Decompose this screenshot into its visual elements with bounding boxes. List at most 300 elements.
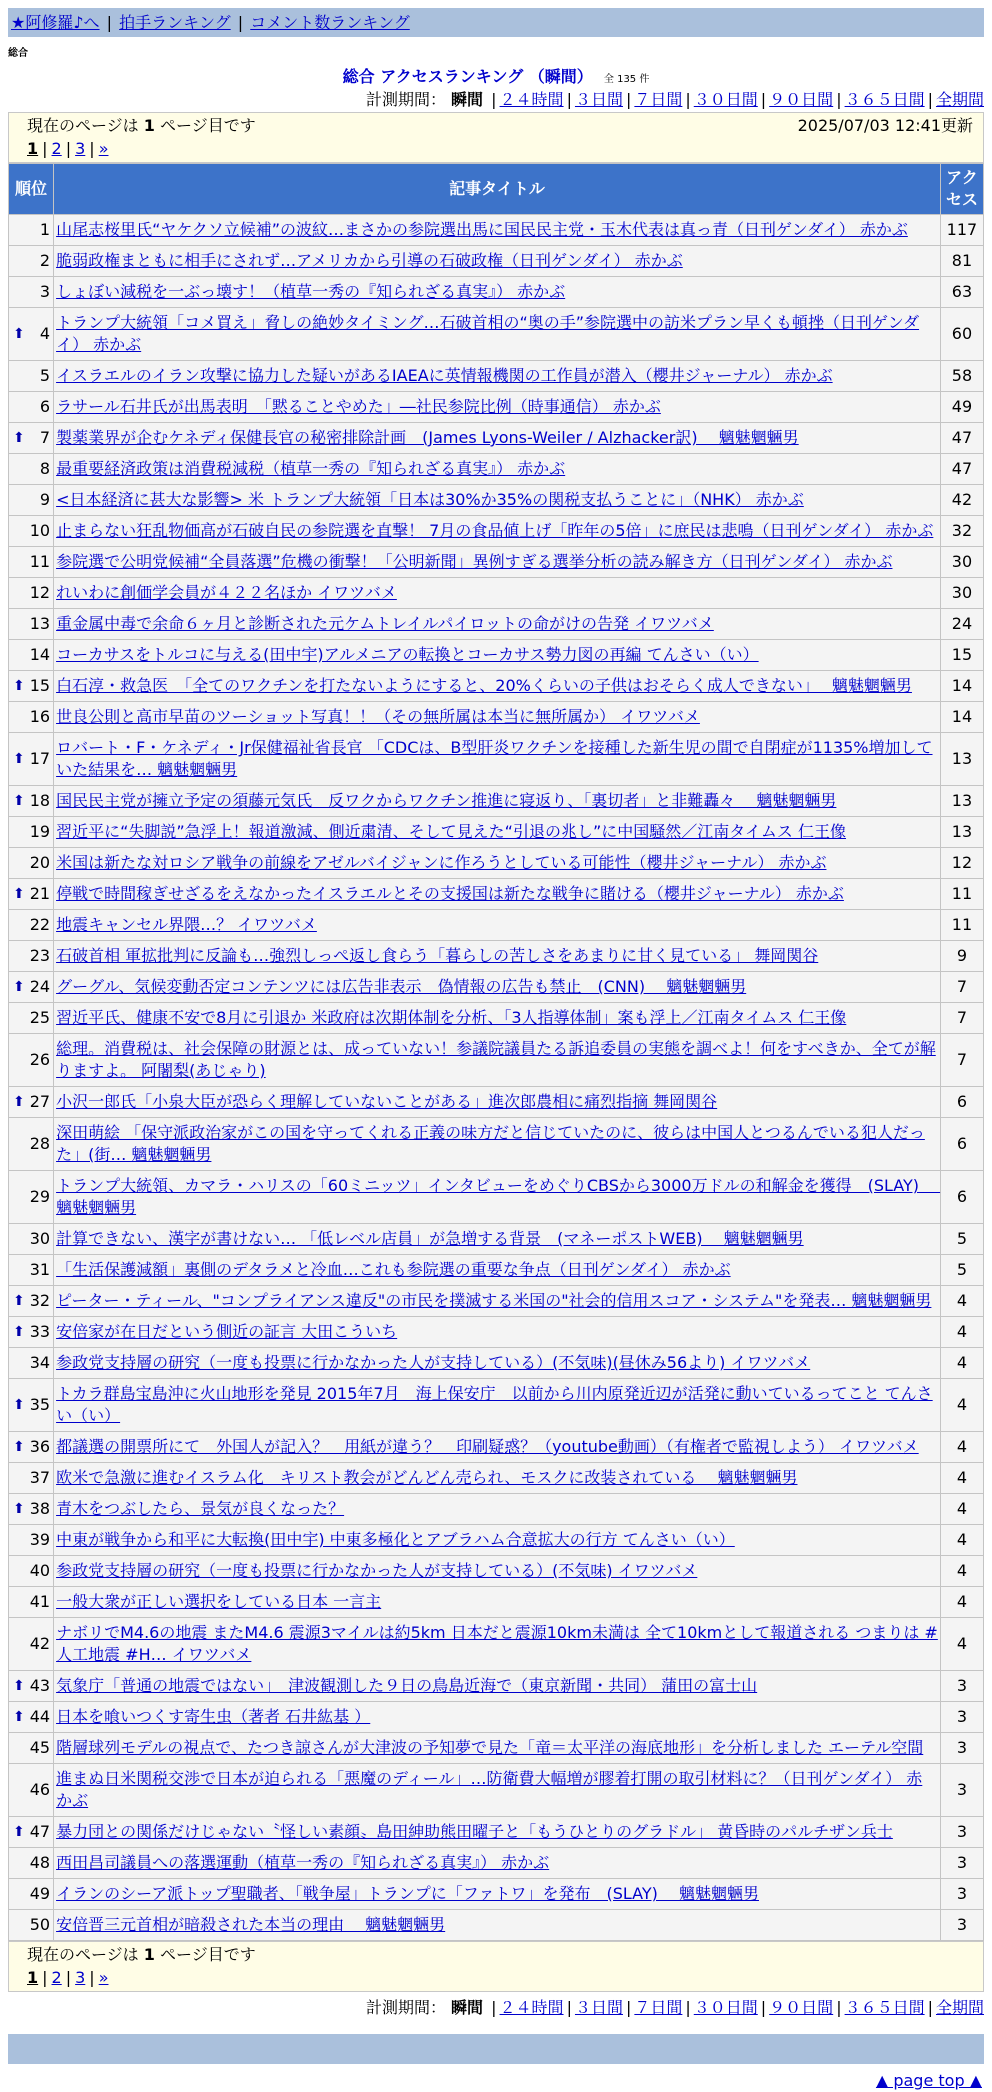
pager-top <box>8 112 984 163</box>
updated-timestamp: 2025/07/03 12:41更新 <box>797 116 973 135</box>
rank-number: 38 <box>29 1499 51 1518</box>
period-option-link[interactable]: ３日間 <box>574 90 623 109</box>
title-cell <box>54 848 940 878</box>
rank-number: 45 <box>29 1738 51 1757</box>
table-row <box>9 1671 983 1701</box>
access-count: 14 <box>941 702 983 732</box>
title-cell <box>54 423 940 453</box>
rank-number: 12 <box>29 583 51 602</box>
access-count: 4 <box>941 1286 983 1316</box>
rank-cell <box>9 817 53 847</box>
rank-cell <box>9 1463 53 1493</box>
table-row <box>9 817 983 847</box>
table-row <box>9 1224 983 1254</box>
access-count: 47 <box>941 423 983 453</box>
rank-number: 19 <box>29 822 51 841</box>
title-cell <box>54 308 940 360</box>
title-cell <box>54 454 940 484</box>
period-option-link[interactable]: ７日間 <box>634 90 683 109</box>
rank-number: 44 <box>29 1707 51 1726</box>
table-row <box>9 1034 983 1086</box>
access-count: 30 <box>941 578 983 608</box>
rank-cell <box>9 1618 53 1670</box>
rank-number: 36 <box>29 1437 51 1456</box>
article-link[interactable]: グーグル、気候変動否定コンテンツには広告非表示 偽情報の広告も禁止 (CNN) 魑魅魍魎男 <box>56 977 747 996</box>
article-link[interactable]: ロバート・F・ケネディ・Jr保健福祉省長官 「CDCは、B型肝炎ワクチンを接種した新生児の間で自閉症が1135%増加していた結果を… 魑魅魍魎男 <box>56 738 933 779</box>
rank-cell <box>9 1910 53 1940</box>
arrow-up-icon: ⬆ <box>13 1439 25 1455</box>
rank-number: 5 <box>39 366 51 385</box>
rank-number: 48 <box>29 1853 51 1872</box>
article-link[interactable]: 深田萌絵 「保守派政治家がこの国を守ってくれる正義の味方だと信じていたのに、彼らは中国人とつるんでいる犯人だった」(街… 魑魅魍魎男 <box>56 1123 925 1164</box>
access-count: 4 <box>941 1432 983 1462</box>
footer-bar <box>8 2034 984 2064</box>
rank-number: 11 <box>29 552 51 571</box>
rank-number: 42 <box>29 1634 51 1653</box>
article-link[interactable]: 小沢一郎氏「小泉大臣が恐らく理解していないことがある」進次郎農相に痛烈指摘 舞岡関谷 <box>56 1092 718 1111</box>
rank-number: 41 <box>29 1592 51 1611</box>
page-link-2[interactable]: 2 <box>51 1968 62 1987</box>
article-link[interactable]: ピーター・ティール、"コンプライアンス違反"の市民を撲滅する米国の"社会的信用スコア・システム"を発表… 魑魅魍魎男 <box>56 1291 932 1310</box>
article-link[interactable]: れいわに創価学会員が４２２名ほか イワツバメ <box>56 583 397 602</box>
access-count: 4 <box>941 1348 983 1378</box>
period-option-link[interactable]: ３６５日間 <box>844 90 925 109</box>
table-row <box>9 1556 983 1586</box>
article-link[interactable]: 習近平に“失脚説”急浮上！報道激減、側近粛清、そして見えた“引退の兆し”に中国騒然／江南タイムス 仁王像 <box>56 822 847 841</box>
period-option-link[interactable]: ２４時間 <box>499 90 564 109</box>
rank-number: 6 <box>39 397 51 416</box>
title-cell <box>54 215 940 245</box>
rank-number: 26 <box>29 1050 51 1069</box>
article-link[interactable]: 暴力団との関係だけじゃない〝怪しい素顔〟島田紳助熊田曜子と「もうひとりのグラドル」 黄昏時のパルチザン兵士 <box>56 1822 893 1841</box>
rank-cell <box>9 972 53 1002</box>
access-count: 3 <box>941 1848 983 1878</box>
rank-cell <box>9 423 53 453</box>
access-count: 42 <box>941 485 983 515</box>
table-row <box>9 733 983 785</box>
title-cell <box>54 578 940 608</box>
title-cell <box>54 733 940 785</box>
table-row <box>9 1525 983 1555</box>
rank-cell <box>9 547 53 577</box>
rank-number: 35 <box>29 1395 51 1414</box>
title-cell <box>54 1224 940 1254</box>
access-count: 5 <box>941 1255 983 1285</box>
title-cell <box>54 786 940 816</box>
period-option-link[interactable]: ３０日間 <box>693 90 758 109</box>
table-row <box>9 1286 983 1316</box>
access-count: 4 <box>941 1525 983 1555</box>
rank-number: 9 <box>39 490 51 509</box>
article-link[interactable]: ラサール石井氏が出馬表明 「黙ることやめた」―社民参院比例（時事通信） 赤かぶ <box>56 397 661 416</box>
title-cell <box>54 1733 940 1763</box>
rank-cell <box>9 786 53 816</box>
ranking-table <box>8 163 984 1941</box>
table-row <box>9 1764 983 1816</box>
total-count: 全 135 件 <box>603 74 650 85</box>
comment-ranking-link[interactable]: コメント数ランキング <box>250 13 410 32</box>
col-title-header: 記事タイトル <box>54 164 940 214</box>
page-title: 総合 アクセスランキング （瞬間） <box>342 67 593 86</box>
period-option-link[interactable]: ３０日間 <box>693 1998 758 2017</box>
rank-cell <box>9 879 53 909</box>
article-link[interactable]: 重金属中毒で余命６ヶ月と診断された元ケムトレイルパイロットの命がけの告発 イワツバメ <box>56 614 714 633</box>
article-link[interactable]: 安倍家が在日だという側近の証言 大田こういち <box>56 1322 398 1341</box>
access-count: 63 <box>941 277 983 307</box>
table-row <box>9 1848 983 1878</box>
period-option-link[interactable]: ７日間 <box>634 1998 683 2017</box>
access-count: 3 <box>941 1671 983 1701</box>
rank-cell <box>9 1432 53 1462</box>
article-link[interactable]: 世良公則と高市早苗のツーショット写真！！（その無所属は本当に無所属か） イワツバメ <box>56 707 700 726</box>
article-link[interactable]: 習近平氏、健康不安で8月に引退か 米政府は次期体制を分析、「3人指導体制」案も浮上／江南タイムス 仁王像 <box>56 1008 847 1027</box>
article-link[interactable]: <日本経済に甚大な影響> 米 トランプ大統領「日本は30%か35%の関税支払うことに」（NHK） 赤かぶ <box>56 490 804 509</box>
rank-number: 13 <box>29 614 51 633</box>
table-row <box>9 454 983 484</box>
access-count: 6 <box>941 1087 983 1117</box>
rank-number: 18 <box>29 791 51 810</box>
access-count: 24 <box>941 609 983 639</box>
article-link[interactable]: しょぼい減税を一ぶっ壊す！（植草一秀の『知られざる真実』） 赤かぶ <box>56 282 566 301</box>
article-link[interactable]: 参政党支持層の研究（一度も投票に行かなかった人が支持している）(不気味)(昼休み56より) イワツバメ <box>56 1353 811 1372</box>
rank-cell <box>9 215 53 245</box>
table-row <box>9 308 983 360</box>
period-option-link[interactable]: ９０日間 <box>769 90 834 109</box>
access-count: 11 <box>941 910 983 940</box>
table-row <box>9 1432 983 1462</box>
article-link[interactable]: 国民民主党が擁立予定の須藤元気氏 反ワクからワクチン推進に寝返り、「裏切者」と非難轟々 魑魅魍魎男 <box>56 791 837 810</box>
rank-cell <box>9 1556 53 1586</box>
rank-cell <box>9 516 53 546</box>
rank-number: 25 <box>29 1008 51 1027</box>
table-row <box>9 423 983 453</box>
rank-cell <box>9 1764 53 1816</box>
article-link[interactable]: トカラ群島宝島沖に火山地形を発見 2015年7月 海上保安庁 以前から川内原発近辺が活発に動いているってこと てんさい（い） <box>56 1384 933 1425</box>
title-cell <box>54 1879 940 1909</box>
article-link[interactable]: 計算できない、漢字が書けない… 「低レベル店員」が急増する背景 (マネーポストWEB) 魑魅魍魎男 <box>56 1229 804 1248</box>
table-row <box>9 277 983 307</box>
article-link[interactable]: 西田昌司議員への落選運動（植草一秀の『知られざる真実』） 赤かぶ <box>56 1853 550 1872</box>
period-option-link[interactable]: ３６５日間 <box>844 1998 925 2017</box>
rank-cell <box>9 1003 53 1033</box>
rank-number: 43 <box>29 1676 51 1695</box>
access-count: 3 <box>941 1817 983 1847</box>
table-row <box>9 1118 983 1170</box>
article-link[interactable]: 止まらない狂乱物価高が石破自民の参院選を直撃！ 7月の食品値上げ「昨年の5倍」に庶民は悲鳴（日刊ゲンダイ） 赤かぶ <box>56 521 934 540</box>
rank-number: 21 <box>29 884 51 903</box>
rank-cell <box>9 1733 53 1763</box>
title-cell <box>54 1286 940 1316</box>
access-count: 3 <box>941 1764 983 1816</box>
rank-cell <box>9 910 53 940</box>
title-cell <box>54 1587 940 1617</box>
article-link[interactable]: 地震キャンセル界隈…？ イワツバメ <box>56 915 317 934</box>
title-cell <box>54 1255 940 1285</box>
access-count: 47 <box>941 454 983 484</box>
arrow-up-icon: ⬆ <box>13 1397 25 1413</box>
article-link[interactable]: 気象庁「普通の地震ではない」 津波観測した９日の鳥島近海で（東京新聞・共同） 蒲田の富士山 <box>56 1676 758 1695</box>
rank-cell <box>9 1034 53 1086</box>
rank-number: 49 <box>29 1884 51 1903</box>
arrow-up-icon: ⬆ <box>13 1678 25 1694</box>
article-link[interactable]: 「生活保護減額」裏側のデタラメと冷血…これも参院選の重要な争点（日刊ゲンダイ） 赤かぶ <box>56 1260 731 1279</box>
table-row <box>9 879 983 909</box>
rank-cell <box>9 1587 53 1617</box>
title-cell <box>54 392 940 422</box>
title-cell <box>54 1087 940 1117</box>
article-link[interactable]: 日本を喰いつくす寄生虫（著者 石井紘基 ） <box>56 1707 371 1726</box>
arrow-up-icon: ⬆ <box>13 1824 25 1840</box>
rank-cell <box>9 640 53 670</box>
article-link[interactable]: 参院選で公明党候補“全員落選”危機の衝撃！「公明新聞」異例すぎる選挙分析の読み解き方（日刊ゲンダイ） 赤かぶ <box>56 552 893 571</box>
table-row <box>9 1379 983 1431</box>
category-label: 総合 <box>8 48 28 59</box>
article-link[interactable]: イスラエルのイラン攻撃に協力した疑いがあるIAEAに英情報機関の工作員が潜入（櫻井ジャーナル） 赤かぶ <box>56 366 833 385</box>
article-link[interactable]: トランプ大統領、カマラ・ハリスの「60ミニッツ」インタビューをめぐりCBSから3000万ドルの和解金を獲得 (SLAY) 魑魅魍魎男 <box>56 1176 941 1217</box>
period-option-link[interactable]: 全期間 <box>935 1998 984 2017</box>
arrow-up-icon: ⬆ <box>13 430 25 446</box>
table-row <box>9 609 983 639</box>
table-row <box>9 578 983 608</box>
rank-number: 30 <box>29 1229 51 1248</box>
title-cell <box>54 609 940 639</box>
rank-number: 34 <box>29 1353 51 1372</box>
title-cell <box>54 1556 940 1586</box>
period-option-link[interactable]: 全期間 <box>935 90 984 109</box>
title-cell <box>54 547 940 577</box>
rank-number: 23 <box>29 946 51 965</box>
arrow-up-icon: ⬆ <box>13 751 25 767</box>
table-row <box>9 1910 983 1940</box>
title-cell <box>54 1525 940 1555</box>
article-link[interactable]: 中東が戦争から和平に大転換(田中宇) 中東多極化とアブラハム合意拡大の行方 てんさい（い） <box>56 1530 735 1549</box>
home-link[interactable]: ★阿修羅♪へ <box>11 13 100 32</box>
next-page-link[interactable]: » <box>98 139 109 158</box>
rank-cell <box>9 485 53 515</box>
title-cell <box>54 1379 940 1431</box>
page-link-3[interactable]: 3 <box>75 139 86 158</box>
table-row <box>9 246 983 276</box>
access-count: 6 <box>941 1118 983 1170</box>
page-top-link[interactable]: ▲ page top ▲ <box>875 2071 982 2090</box>
rank-cell <box>9 1348 53 1378</box>
article-link[interactable]: イランのシーア派トップ聖職者、「戦争屋」トランプに「ファトワ」を発布 (SLAY) 魑魅魍魎男 <box>56 1884 759 1903</box>
rank-cell <box>9 1848 53 1878</box>
rank-number: 17 <box>29 749 51 768</box>
table-row <box>9 910 983 940</box>
title-cell <box>54 1348 940 1378</box>
table-row <box>9 640 983 670</box>
access-count: 4 <box>941 1587 983 1617</box>
rank-number: 47 <box>29 1822 51 1841</box>
rank-cell <box>9 1817 53 1847</box>
article-link[interactable]: 停戦で時間稼ぎせざるをえなかったイスラエルとその支援国は新たな戦争に賭ける（櫻井ジャーナル） 赤かぶ <box>56 884 844 903</box>
page-link-3[interactable]: 3 <box>75 1968 86 1987</box>
period-option-link[interactable]: ９０日間 <box>769 1998 834 2017</box>
table-row <box>9 671 983 701</box>
access-count: 3 <box>941 1702 983 1732</box>
period-current: 瞬間 <box>451 1998 484 2017</box>
rank-number: 29 <box>29 1187 51 1206</box>
access-count: 15 <box>941 640 983 670</box>
rank-cell <box>9 308 53 360</box>
table-row <box>9 1255 983 1285</box>
rank-cell <box>9 361 53 391</box>
article-link[interactable]: 都議選の開票所にて 外国人が記入？ 用紙が違う？ 印刷疑惑？（youtube動画）（有権者で監視しよう） イワツバメ <box>56 1437 919 1456</box>
table-row <box>9 361 983 391</box>
access-count: 4 <box>941 1317 983 1347</box>
article-link[interactable]: トランプ大統領「コメ買え」脅しの絶妙タイミング…石破首相の“奥の手”参院選中の訪米プラン早くも頓挫（日刊ゲンダイ） 赤かぶ <box>56 313 920 354</box>
title-cell <box>54 485 940 515</box>
rank-cell <box>9 392 53 422</box>
article-link[interactable]: 白石淳・救急医 「全てのワクチンを打たないようにすると、20%くらいの子供はおそらく成人できない」 魑魅魍魎男 <box>56 676 912 695</box>
article-link[interactable]: 製薬業界が企むケネディ保健長官の秘密排除計画 (James Lyons-Weiler / Alzhacker訳) 魑魅魍魎男 <box>56 428 799 447</box>
access-count: 12 <box>941 848 983 878</box>
rank-cell <box>9 702 53 732</box>
arrow-up-icon: ⬆ <box>13 1324 25 1340</box>
access-count: 32 <box>941 516 983 546</box>
article-link[interactable]: コーカサスをトルコに与える(田中宇)アルメニアの転換とコーカサス勢力図の再編 てんさい（い） <box>56 645 759 664</box>
page-link-2[interactable]: 2 <box>51 139 62 158</box>
access-count: 49 <box>941 392 983 422</box>
title-cell <box>54 1003 940 1033</box>
table-row <box>9 1003 983 1033</box>
table-row <box>9 547 983 577</box>
rank-cell <box>9 1171 53 1223</box>
arrow-up-icon: ⬆ <box>13 326 25 342</box>
access-count: 13 <box>941 733 983 785</box>
rank-number: 28 <box>29 1134 51 1153</box>
rank-number: 32 <box>29 1291 51 1310</box>
article-link[interactable]: 進まぬ日米関税交渉で日本が迫られる「悪魔のディール」…防衛費大幅増が膠着打開の取引材料に？（日刊ゲンダイ） 赤かぶ <box>56 1769 923 1810</box>
table-row <box>9 215 983 245</box>
title-cell <box>54 1118 940 1170</box>
arrow-up-icon: ⬆ <box>13 1709 25 1725</box>
table-row <box>9 1879 983 1909</box>
article-link[interactable]: 最重要経済政策は消費税減税（植草一秀の『知られざる真実』） 赤かぶ <box>56 459 566 478</box>
table-row <box>9 1618 983 1670</box>
rank-number: 20 <box>29 853 51 872</box>
rank-number: 24 <box>29 977 51 996</box>
title-cell <box>54 1463 940 1493</box>
access-count: 13 <box>941 817 983 847</box>
title-cell <box>54 1817 940 1847</box>
rank-number: 1 <box>39 220 51 239</box>
article-link[interactable]: 安倍晋三元首相が暗殺された本当の理由 魑魅魍魎男 <box>56 1915 446 1934</box>
arrow-up-icon: ⬆ <box>13 1094 25 1110</box>
rank-number: 14 <box>29 645 51 664</box>
rank-cell <box>9 1118 53 1170</box>
rank-number: 3 <box>39 282 51 301</box>
period-current: 瞬間 <box>451 90 484 109</box>
title-cell <box>54 972 940 1002</box>
arrow-up-icon: ⬆ <box>13 793 25 809</box>
title-cell <box>54 1618 940 1670</box>
rank-cell <box>9 1255 53 1285</box>
col-access-header: アクセス <box>941 164 983 214</box>
page-top-area <box>8 2070 984 2092</box>
table-row <box>9 1702 983 1732</box>
rank-number: 4 <box>39 324 51 343</box>
article-link[interactable]: 石破首相 軍拡批判に反論も…強烈しっぺ返し食らう「暮らしの苦しさをあまりに甘く見ている」 舞岡関谷 <box>56 946 819 965</box>
table-row <box>9 485 983 515</box>
clap-ranking-link[interactable]: 拍手ランキング <box>119 13 231 32</box>
page-link-1: 1 <box>27 1968 39 1987</box>
rank-number: 2 <box>39 251 51 270</box>
article-link[interactable]: 欧米で急激に進むイスラム化 キリスト教会がどんどん売られ、モスクに改装されている 魑魅魍魎男 <box>56 1468 798 1487</box>
article-link[interactable]: 山尾志桜里氏“ヤケクソ立候補”の波紋…まさかの参院選出馬に国民民主党・玉木代表は真っ青（日刊ゲンダイ） 赤かぶ <box>56 220 908 239</box>
rank-cell <box>9 1317 53 1347</box>
title-cell <box>54 1848 940 1878</box>
page-link-1: 1 <box>27 139 39 158</box>
article-link[interactable]: 階層球列モデルの視点で、たつき諒さんが大津波の予知夢で見た「竜＝太平洋の海底地形」を分析しました エーテル空間 <box>56 1738 924 1757</box>
rank-number: 46 <box>29 1780 51 1799</box>
article-link[interactable]: 一般大衆が正しい選択をしている日本 一言主 <box>56 1592 382 1611</box>
table-row <box>9 786 983 816</box>
table-row <box>9 1348 983 1378</box>
table-row <box>9 1087 983 1117</box>
rank-cell <box>9 733 53 785</box>
article-link[interactable]: 総理。消費税は、社会保障の財源とは、成っていない！参議院議員たる訴追委員の実態を調べよ！何をすべきか、全てが解りますよ。 阿闍梨(あじゃり) <box>56 1039 936 1080</box>
title-cell <box>54 277 940 307</box>
table-row <box>9 941 983 971</box>
rank-cell <box>9 1379 53 1431</box>
arrow-up-icon: ⬆ <box>13 886 25 902</box>
title-cell <box>54 361 940 391</box>
article-link[interactable]: 脆弱政権まともに相手にされず…アメリカから引導の石破政権（日刊ゲンダイ） 赤かぶ <box>56 251 683 270</box>
table-row <box>9 392 983 422</box>
access-count: 14 <box>941 671 983 701</box>
pager-bottom <box>8 1941 984 1992</box>
title-cell <box>54 246 940 276</box>
title-cell <box>54 817 940 847</box>
rank-number: 40 <box>29 1561 51 1580</box>
col-rank-header: 順位 <box>9 164 53 214</box>
article-link[interactable]: ナボリでM4.6の地震 またM4.6 震源3マイルは約5km 日本だと震源10km未満は 全て10kmとして報道される つまりは #人工地震 #H… イワツバメ <box>56 1623 938 1664</box>
rank-number: 16 <box>29 707 51 726</box>
title-cell <box>54 1494 940 1524</box>
table-row <box>9 1463 983 1493</box>
rank-number: 27 <box>29 1092 51 1111</box>
access-count: 4 <box>941 1494 983 1524</box>
title-cell <box>54 1171 940 1223</box>
article-link[interactable]: 参政党支持層の研究（一度も投票に行かなかった人が支持している）(不気味) イワツバメ <box>56 1561 698 1580</box>
table-row <box>9 1317 983 1347</box>
arrow-up-icon: ⬆ <box>13 979 25 995</box>
access-count: 7 <box>941 972 983 1002</box>
access-count: 30 <box>941 547 983 577</box>
title-cell <box>54 702 940 732</box>
rank-number: 33 <box>29 1322 51 1341</box>
period-option-link[interactable]: ２４時間 <box>499 1998 564 2017</box>
access-count: 11 <box>941 879 983 909</box>
arrow-up-icon: ⬆ <box>13 1501 25 1517</box>
rank-cell <box>9 1879 53 1909</box>
title-cell <box>54 1910 940 1940</box>
rank-cell <box>9 277 53 307</box>
table-row <box>9 848 983 878</box>
rank-number: 10 <box>29 521 51 540</box>
article-link[interactable]: 米国は新たな対ロシア戦争の前線をアゼルバイジャンに作ろうとしている可能性（櫻井ジャーナル） 赤かぶ <box>56 853 827 872</box>
next-page-link[interactable]: » <box>98 1968 109 1987</box>
table-row <box>9 1494 983 1524</box>
article-link[interactable]: 青木をつぶしたら、景気が良くなった？ <box>56 1499 345 1518</box>
table-row <box>9 1171 983 1223</box>
rank-number: 31 <box>29 1260 51 1279</box>
period-option-link[interactable]: ３日間 <box>574 1998 623 2017</box>
rank-cell <box>9 1702 53 1732</box>
period-selector: 計測期間： 瞬間 | ２４時間 | ３日間 | ７日間 | ３０日間 | ９０日間 | ３６５日間 | 全期間 <box>365 90 984 109</box>
